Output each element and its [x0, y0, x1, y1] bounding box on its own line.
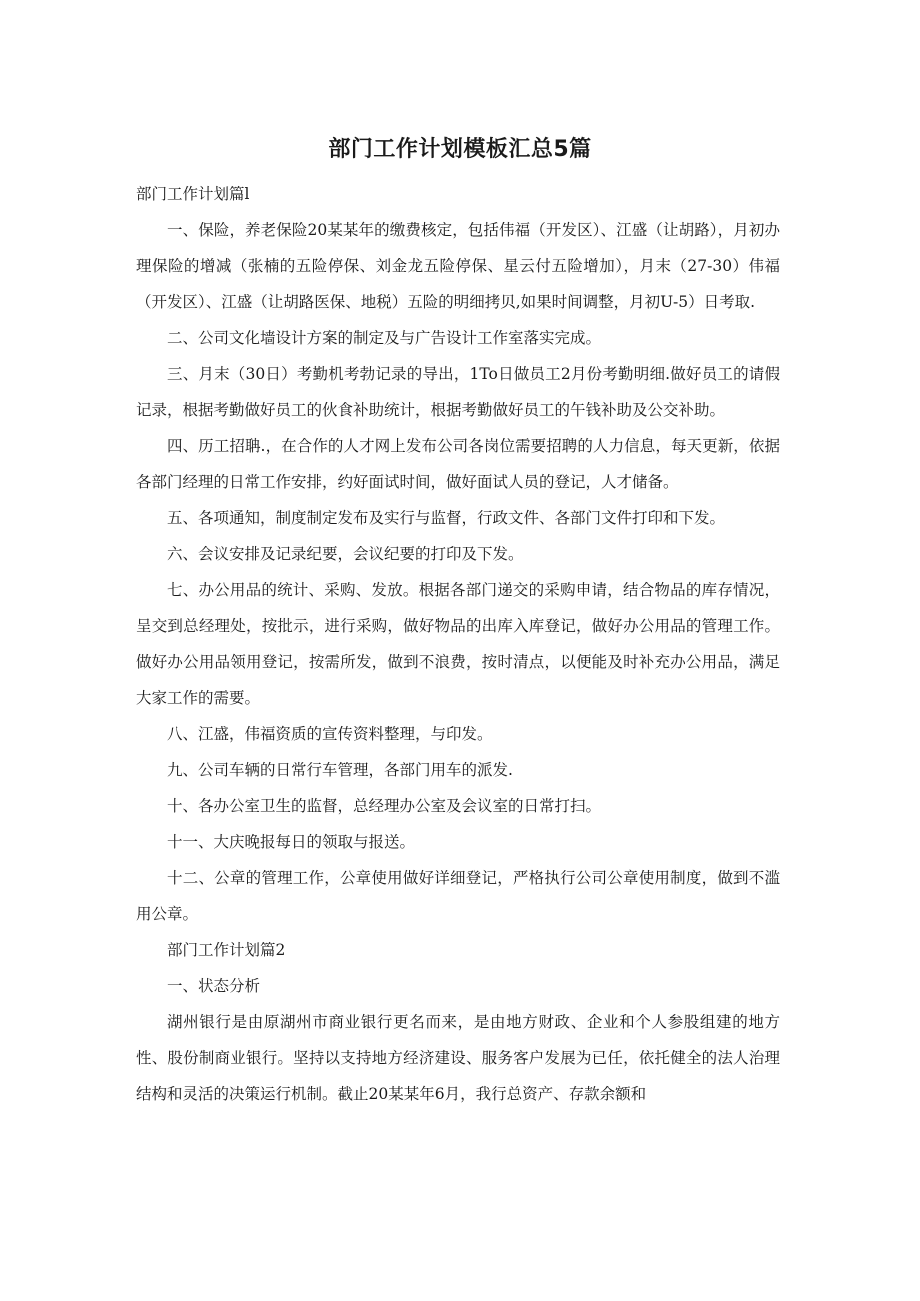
paragraph: 十一、大庆晚报每日的领取与报送。 [167, 833, 416, 851]
paragraph: 湖州银行是由原湖州市商业银行更名而来，是由地方财政、企业和个人参股组建的地方性、股份制商业银行。坚持以支持地方经济建设、服务客户发展为已任，依托健全的法人治理结构和灵活的决策运行机制。截止20某某年6月，我行总资产、存款余额和 [136, 1013, 780, 1103]
paragraph: 一、状态分析 [167, 977, 261, 995]
paragraph: 七、办公用品的统计、采购、发放。根据各部门递交的采购申请，结合物品的库存情况，呈交到总经理处，按批示，进行采购，做好物品的出库入库登记，做好办公用品的管理工作。做好办公用品领用登记，按需所发，做到不浪费，按时清点，以便能及时补充办公用品，满足大家工作的需要。 [136, 581, 780, 707]
paragraph: 五、各项通知，制度制定发布及实行与监督，行政文件、各部门文件打印和下发。 [167, 509, 726, 527]
document-body [136, 176, 780, 1112]
section-heading: 部门工作计划篇l [136, 185, 250, 203]
paragraph: 二、公司文化墙设计方案的制定及与广告设计工作室落实完成。 [167, 329, 602, 347]
paragraph: 十二、公章的管理工作，公章使用做好详细登记，严格执行公司公章使用制度，做到不滥用公章。 [136, 869, 780, 923]
paragraph: 六、会议安排及记录纪要，会议纪要的打印及下发。 [167, 545, 524, 563]
paragraph: 一、保险，养老保险20某某年的缴费核定，包括伟福（开发区）、江盛（让胡路），月初办理保险的增减（张楠的五险停保、刘金龙五险停保、星云付五险增加），月末（27-30）伟福（开发区）、江盛（让胡路医保、地税）五险的明细拷贝,如果时间调整，月初U-5）日考取. [136, 221, 780, 311]
paragraph: 八、江盛，伟福资质的宣传资料整理，与印发。 [167, 725, 493, 743]
paragraph: 四、历工招聃.，在合作的人才网上发布公司各岗位需要招聘的人力信息，每天更新，依据各部门经理的日常工作安排，约好面试时间，做好面试人员的登记，人才储备。 [136, 437, 780, 491]
paragraph: 九、公司车辆的日常行车管理，各部门用车的派发. [167, 761, 513, 779]
section-heading: 部门工作计划篇2 [167, 941, 286, 959]
paragraph: 三、月末（30日）考勤机考勃记录的导出，1To日做员工2月份考勤明细.做好员工的请假记录，根据考勤做好员工的伙食补助统计，根据考勤做好员工的午钱补助及公交补助。 [136, 365, 780, 419]
document-title: 部门工作计划模板汇总5篇 [328, 137, 592, 162]
paragraph: 十、各办公室卫生的监督，总经理办公室及会议室的日常打扫。 [167, 797, 602, 815]
